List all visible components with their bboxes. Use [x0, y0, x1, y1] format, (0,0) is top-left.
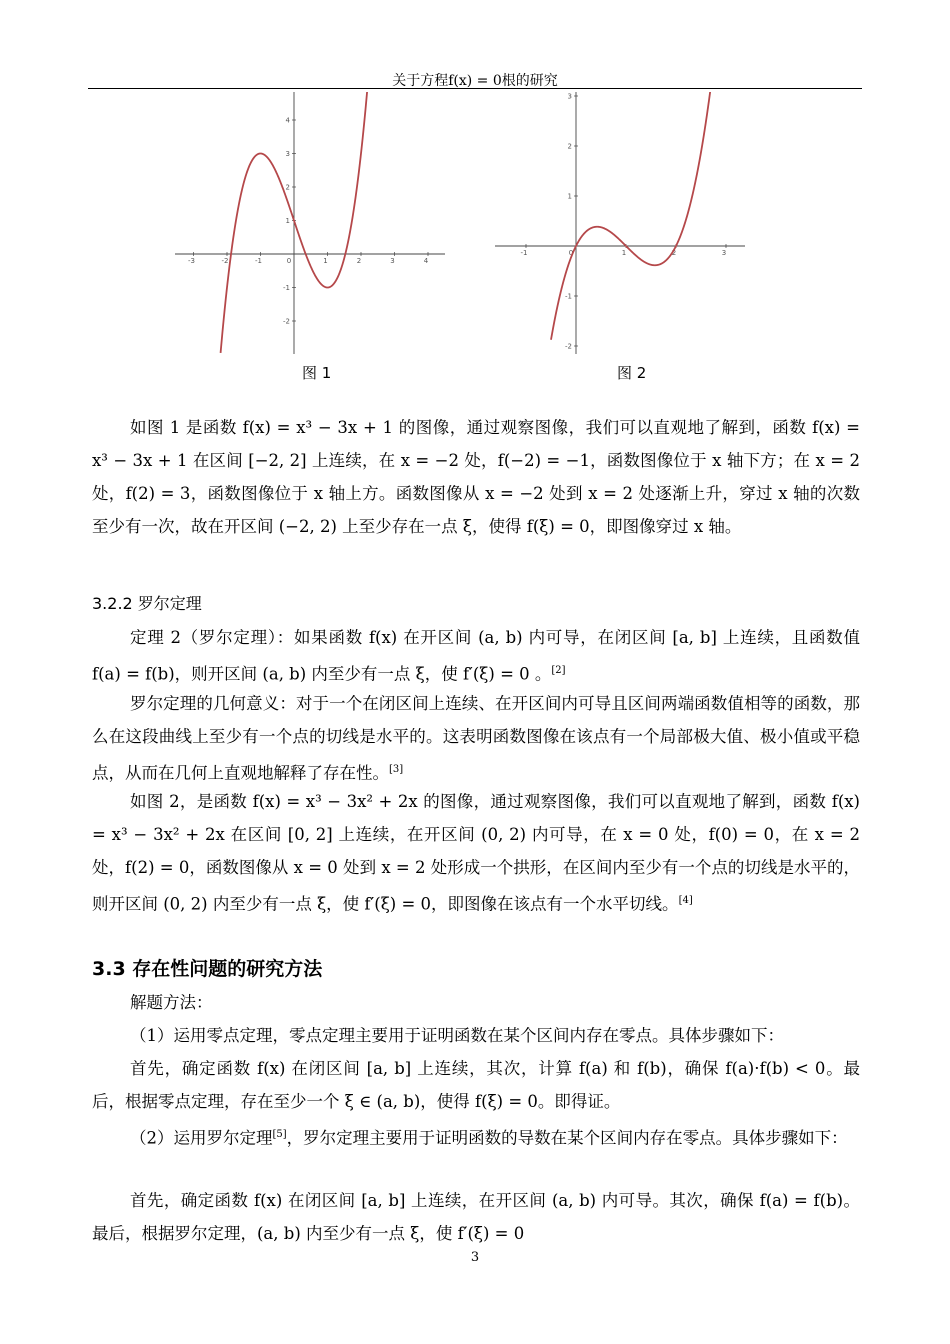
x-tick-label: -1: [255, 257, 262, 265]
citation-2: [2]: [551, 665, 566, 676]
figure2-analysis-text: 如图 2，是函数 f(x) = x³ − 3x² + 2x 的图像，通过观察图像，我们可以直观地了解到，函数 f(x) = x³ − 3x² + 2x 在区间 [0, 2] 上连续，在开区间 (0, 2) 内可导，在 x = 0 处，f(0) = 0，在 x = 2 处，f(2) = 0，函数图像从 x = 0 处到 x = 2 处形成一个拱形，在区间内至少有一个点的切线是水平的，则开区间 (0, 2) 内至少有一点 ξ，使 f′(ξ) = 0，即图像在该点有一个水平切线。: [92, 792, 860, 914]
paragraph-method-1: （1）运用零点定理，零点定理主要用于证明函数在某个区间内存在零点。具体步骤如下：: [130, 1026, 784, 1045]
figure-1-graph: [175, 92, 445, 354]
paragraph-method-1-steps: 首先，确定函数 f(x) 在闭区间 [a, b] 上连续，其次，计算 f(a) 和 f(b)，确保 f(a)·f(b) < 0。最后，根据零点定理，存在至少一个 ξ ∈ (a, b)，使得 f(ξ) = 0。即得证。: [92, 1059, 860, 1111]
figure-2-graph: [495, 92, 745, 354]
citation-4: [4]: [678, 895, 693, 906]
y-tick-label: 1: [285, 217, 290, 225]
y-tick-label: 4: [285, 116, 290, 125]
x-tick-label: 3: [390, 257, 395, 265]
x-tick-label: -3: [188, 257, 195, 265]
paragraph-methods-intro: 解题方法：: [130, 993, 213, 1012]
paragraph-figure2-analysis: [92, 785, 860, 921]
paragraph-method-2: [92, 1118, 860, 1155]
x-tick-label: 2: [671, 249, 677, 257]
method-2-text-b: ，罗尔定理主要用于证明函数的导数在某个区间内存在零点。具体步骤如下：: [286, 1128, 848, 1148]
x-tick-label: 3: [721, 249, 727, 257]
header-rule: [88, 88, 862, 89]
x-tick-label: 4: [423, 257, 429, 265]
rolle-geometry-text: 罗尔定理的几何意义：对于一个在闭区间上连续、在开区间内可导且区间两端函数值相等的函数，那么在这段曲线上至少有一个点的切线是水平的。这表明函数图像在该点有一个局部极大值、极小值或平稳点，从而在几何上直观地解释了存在性。: [92, 694, 860, 783]
page-number: 3: [470, 1250, 480, 1265]
y-tick-label: 1: [567, 192, 572, 201]
x-tick-label: 1: [323, 257, 328, 265]
x-tick-label: 0: [286, 257, 292, 265]
y-tick-label: 2: [567, 142, 572, 151]
rolle-theorem-text: 定理 2（罗尔定理）：如果函数 f(x) 在开区间 (a, b) 内可导，在闭区间 [a, b] 上连续，且函数值 f(a) = f(b)，则开区间 (a, b) 内至少有一点 ξ，使 f′(ξ) = 0 。: [92, 628, 860, 684]
section-3-3-heading: 3.3 存在性问题的研究方法: [92, 958, 323, 980]
figure-2-caption: 图 2: [617, 364, 647, 382]
paragraph-figure1-analysis: 如图 1 是函数 f(x) = x³ − 3x + 1 的图像，通过观察图像，我们可以直观地了解到，函数 f(x) = x³ − 3x + 1 在区间 [−2, 2] 上连续，在 x = −2 处，f(−2) = −1，函数图像位于 x 轴下方；在 x = 2 处，f(2) = 3，函数图像位于 x 轴上方。函数图像从 x = −2 处到 x = 2 处逐渐上升，穿过 x 轴的次数至少有一次，故在开区间 (−2, 2) 上至少存在一点 ξ，使得 f(ξ) = 0，即图像穿过 x 轴。: [92, 418, 860, 536]
x-tick-label: 2: [356, 257, 362, 265]
citation-3: [3]: [389, 764, 404, 775]
y-tick-label: -1: [283, 284, 290, 292]
running-header: 关于方程f(x) = 0根的研究: [392, 73, 558, 89]
y-tick-label: 2: [285, 183, 290, 192]
y-tick-label: 3: [285, 150, 290, 158]
figure-1-caption: 图 1: [302, 364, 332, 382]
x-tick-label: 1: [621, 249, 627, 257]
section-3-2-2-heading: 3.2.2 罗尔定理: [92, 594, 202, 613]
y-tick-label: -1: [565, 292, 572, 301]
y-tick-label: 3: [567, 92, 572, 101]
x-tick-label: -2: [221, 257, 229, 265]
x-tick-label: -1: [520, 249, 528, 257]
paragraph-method-2-steps: 首先，确定函数 f(x) 在闭区间 [a, b] 上连续，在开区间 (a, b) 内可导。其次，确保 f(a) = f(b)。最后，根据罗尔定理，(a, b) 内至少有一点 ξ，使 f′(ξ) = 0: [92, 1191, 860, 1243]
citation-5: [5]: [272, 1129, 287, 1140]
x-tick-label: 0: [568, 249, 574, 257]
paragraph-rolle-geometry: [92, 687, 860, 790]
y-tick-label: -2: [565, 342, 572, 351]
y-tick-label: -2: [283, 317, 290, 326]
method-2-text-a: （2）运用罗尔定理: [130, 1128, 273, 1148]
paragraph-rolle-theorem: [92, 621, 860, 691]
function-curve: [551, 92, 710, 340]
